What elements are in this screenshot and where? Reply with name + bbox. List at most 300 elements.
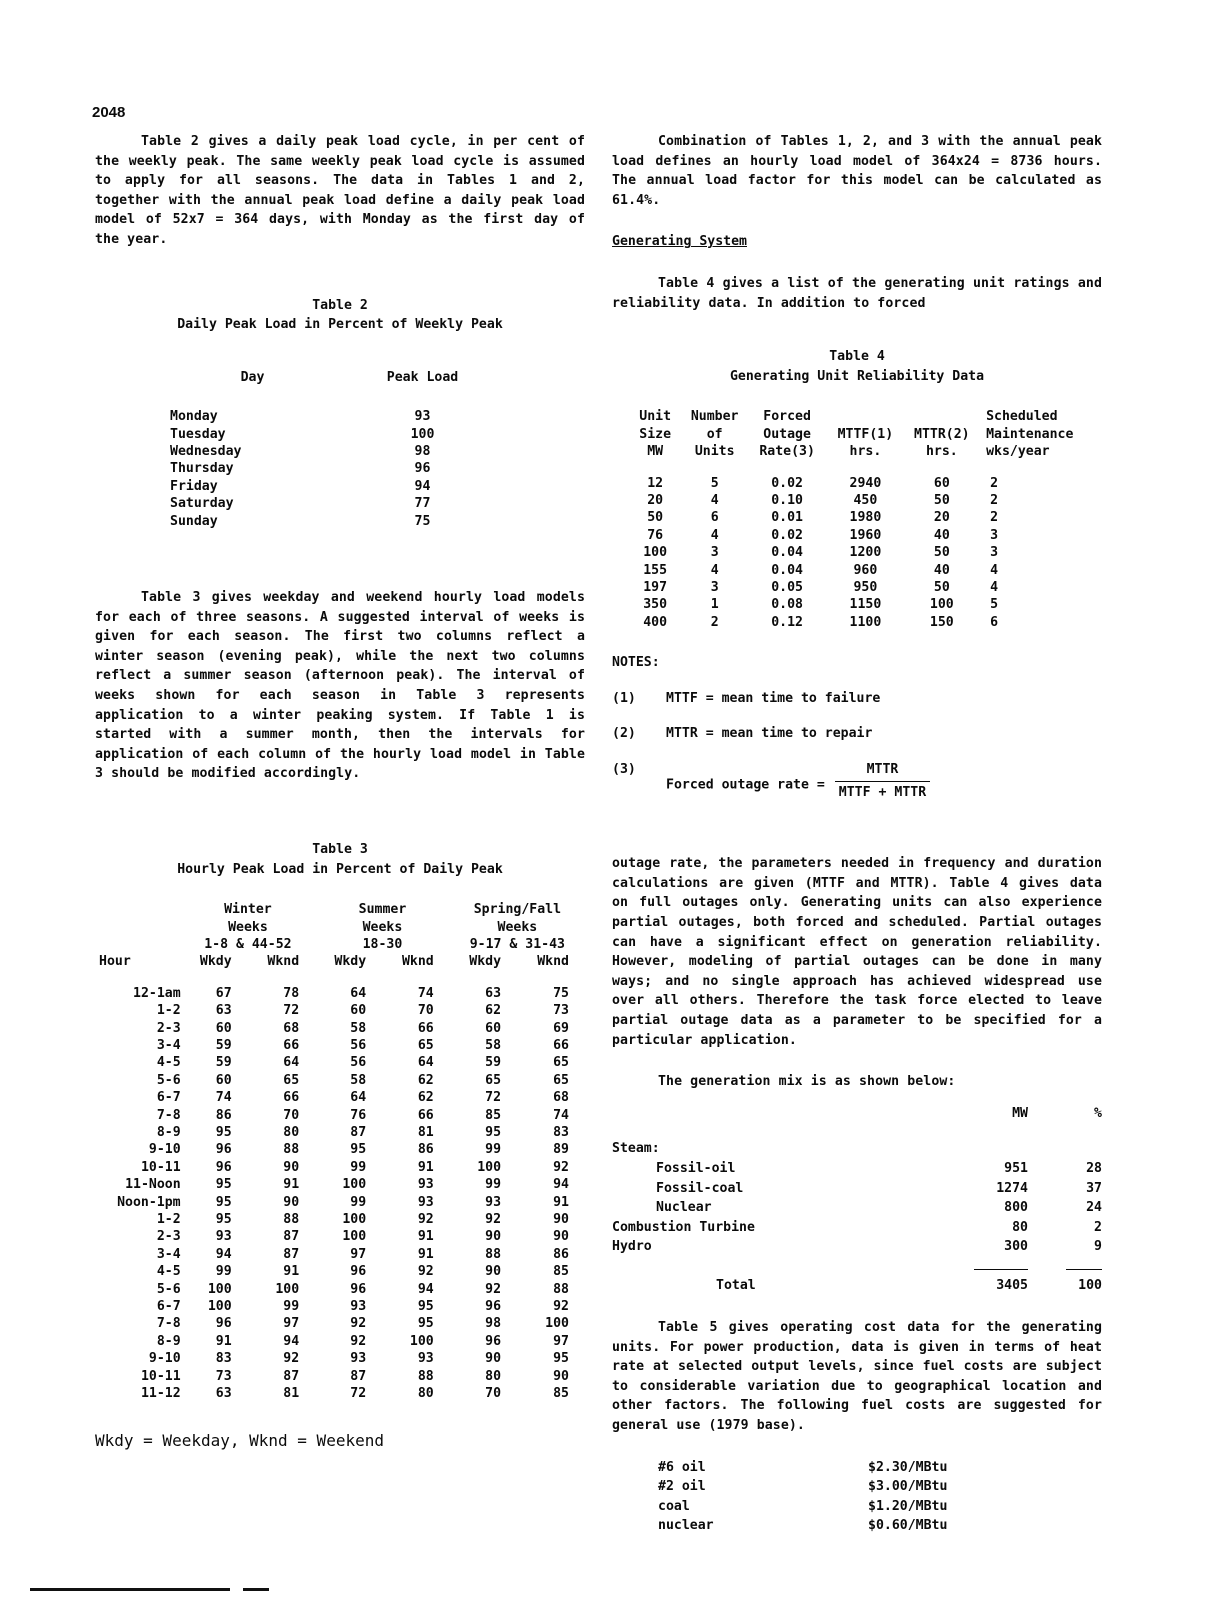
table2-cell-day: Monday bbox=[170, 409, 218, 425]
table3-cell: 92 bbox=[417, 1212, 434, 1228]
table-row bbox=[99, 1368, 585, 1385]
table3-cell: 65 bbox=[485, 1072, 502, 1088]
table3-cell: 69 bbox=[553, 1020, 569, 1036]
fraction-numerator: MTTR bbox=[835, 760, 930, 782]
table3-cell-hour: 5-6 bbox=[156, 1072, 181, 1088]
table4-h-hrs1: hrs. bbox=[849, 444, 882, 460]
table-row bbox=[628, 544, 1102, 561]
table3-cell: 60 bbox=[215, 1020, 232, 1036]
table3-cell-hour: 6-7 bbox=[156, 1299, 181, 1315]
table3-cell: 70 bbox=[485, 1386, 502, 1402]
table3-cell: 95 bbox=[417, 1316, 434, 1332]
table4-cell-for: 0.02 bbox=[771, 475, 803, 491]
table3-cell: 91 bbox=[283, 1264, 300, 1280]
table3-cell: 81 bbox=[283, 1386, 300, 1402]
table2-cell-load: 93 bbox=[414, 409, 431, 425]
table-row bbox=[658, 1516, 947, 1536]
table3-cell: 96 bbox=[215, 1316, 232, 1332]
table-row bbox=[658, 1477, 947, 1497]
table4-h-mw: MW bbox=[647, 444, 664, 460]
table3-cell: 66 bbox=[417, 1020, 434, 1036]
table-row bbox=[170, 495, 510, 512]
table-row bbox=[658, 1497, 947, 1517]
mix-h-blank bbox=[612, 1104, 940, 1124]
generation-mix-header-row bbox=[612, 1104, 1102, 1124]
table3-cell: 94 bbox=[215, 1246, 232, 1262]
table3-cell: 100 bbox=[545, 1316, 569, 1332]
fuel-cost-value: $3.00/MBtu bbox=[868, 1479, 948, 1495]
table3-cell: 66 bbox=[553, 1037, 569, 1053]
table-row bbox=[170, 426, 510, 443]
table-row bbox=[628, 527, 1102, 544]
mix-cell-pct: 2 bbox=[1094, 1219, 1102, 1235]
table3-cell: 56 bbox=[350, 1037, 367, 1053]
table-row bbox=[170, 513, 510, 530]
table3-cell: 60 bbox=[485, 1020, 502, 1036]
table-row bbox=[170, 460, 510, 477]
table3-cell: 74 bbox=[417, 985, 434, 1001]
table3-cell: 91 bbox=[417, 1246, 434, 1262]
note-3-lead: Forced outage rate = bbox=[666, 777, 825, 793]
table4-h-forced: Forced bbox=[763, 409, 811, 425]
table3-cell: 99 bbox=[215, 1264, 232, 1280]
table4-h-maintenance: Maintenance bbox=[986, 426, 1074, 442]
table2-cell-day: Tuesday bbox=[170, 426, 226, 442]
note-1-text: MTTF = mean time to failure bbox=[666, 690, 881, 706]
table-row bbox=[628, 579, 1102, 596]
table2-cell-day: Sunday bbox=[170, 513, 218, 529]
note-item-2 bbox=[612, 724, 1102, 744]
table4-cell-sched: 4 bbox=[990, 580, 999, 595]
table-row bbox=[99, 1211, 585, 1228]
table4-cell-mttr: 20 bbox=[933, 510, 950, 526]
table4-cell-sched: 4 bbox=[990, 562, 999, 578]
note-1-label: (1) bbox=[612, 690, 636, 706]
table3-cell-hour: 12-1am bbox=[133, 985, 181, 1001]
table3-cell-hour: 11-Noon bbox=[125, 1177, 181, 1193]
table3-cell: 87 bbox=[283, 1229, 300, 1245]
mix-cell-mw: 951 bbox=[1004, 1160, 1028, 1176]
table-row bbox=[99, 1037, 585, 1054]
table3-season-winter: Winter bbox=[224, 902, 272, 918]
mix-cell-mw: 800 bbox=[1004, 1200, 1028, 1216]
table3-cell: 99 bbox=[283, 1299, 300, 1315]
table3-cell: 85 bbox=[553, 1386, 569, 1402]
table3-cell: 100 bbox=[477, 1159, 502, 1175]
table4-cell-units: 4 bbox=[710, 562, 719, 578]
table3-cell: 87 bbox=[350, 1125, 367, 1140]
table-row bbox=[658, 1458, 947, 1478]
table-row bbox=[99, 985, 585, 1002]
table3-cell: 65 bbox=[553, 1072, 569, 1088]
fuel-cost-name: #6 oil bbox=[658, 1459, 706, 1475]
table3-cell: 83 bbox=[553, 1125, 569, 1140]
table-row bbox=[99, 1194, 585, 1211]
table-row bbox=[612, 1237, 1102, 1257]
table4-header-row3 bbox=[628, 443, 1102, 460]
table-generating-unit-reliability bbox=[628, 408, 1102, 631]
table3-subheader-row bbox=[99, 953, 585, 970]
mix-cell-label: Combustion Turbine bbox=[612, 1219, 755, 1235]
paragraph-partial-outages: outage rate, the parameters needed in frequency and duration calculations are given (MTTF and MTTR). Table 4 gives data on full outages only. Generating units can also experience partial outages, both forced and scheduled. Partial outages can have a significant effect on generation reliability. However, modeling of partial outages can be done in many ways; and no single approach has achieved widespread use over all others. Therefore the task force elected to leave partial outage data as a parameter to be specified for a particular application. bbox=[612, 856, 1102, 1048]
table3-cell: 86 bbox=[553, 1246, 569, 1262]
table3-cell: 63 bbox=[485, 985, 502, 1001]
generation-mix-total-row bbox=[612, 1276, 1102, 1296]
mix-cell-label: Hydro bbox=[612, 1239, 652, 1255]
table-hourly-peak-load bbox=[99, 901, 585, 1402]
table-row bbox=[612, 1179, 1102, 1199]
table3-cell: 92 bbox=[350, 1316, 367, 1332]
table-row bbox=[99, 1089, 585, 1106]
table3-cell: 59 bbox=[485, 1055, 502, 1071]
table4-body bbox=[628, 475, 1102, 632]
table3-cell: 80 bbox=[417, 1386, 434, 1402]
table4-cell-mttf: 950 bbox=[853, 580, 878, 595]
mix-total-mw: 3405 bbox=[996, 1278, 1028, 1294]
table4-cell-mttf: 1960 bbox=[849, 527, 882, 543]
table3-cell: 90 bbox=[553, 1212, 569, 1228]
table3-cell: 64 bbox=[283, 1055, 300, 1071]
table3-cell: 87 bbox=[283, 1368, 300, 1384]
table4-cell-mttr: 50 bbox=[933, 492, 950, 508]
page-number: 2048 bbox=[92, 104, 126, 121]
table4-cell-sched: 6 bbox=[990, 614, 999, 630]
fuel-cost-name: coal bbox=[658, 1498, 690, 1514]
table3-cell: 74 bbox=[553, 1107, 569, 1123]
table2-cell-day: Friday bbox=[170, 478, 218, 494]
table3-cell: 93 bbox=[485, 1194, 502, 1210]
paragraph-table2-intro: Table 2 gives a daily peak load cycle, in per cent of the weekly peak. The same weekly peak load cycle is assumed to apply for all seasons. The data in Tables 1 and 2, together with the annual peak load define a daily peak load model of 52x7 = 364 days, with Monday as the first day of the year. bbox=[95, 134, 585, 247]
table3-cell: 90 bbox=[283, 1194, 300, 1210]
table2-col-day: Day bbox=[240, 369, 265, 385]
table3-cell: 64 bbox=[350, 1090, 367, 1106]
table-row bbox=[99, 1333, 585, 1350]
note-2-label: (2) bbox=[612, 726, 636, 742]
mix-cell-label: Steam: bbox=[612, 1141, 660, 1157]
mix-cell-mw: 300 bbox=[1004, 1239, 1028, 1255]
table3-title-line2: Hourly Peak Load in Percent of Daily Peak bbox=[177, 861, 503, 877]
table3-cell: 68 bbox=[553, 1090, 569, 1106]
paragraph-table4-intro: Table 4 gives a list of the generating unit ratings and reliability data. In addition to forced bbox=[612, 275, 1102, 311]
table3-cell: 97 bbox=[283, 1316, 300, 1332]
table3-cell: 62 bbox=[417, 1072, 434, 1088]
table4-h-blank1 bbox=[827, 408, 903, 425]
table3-cell-hour: 10-11 bbox=[140, 1368, 181, 1384]
table3-cell: 76 bbox=[350, 1107, 367, 1123]
table3-cell-hour: 7-8 bbox=[156, 1316, 181, 1332]
table-row bbox=[612, 1159, 1102, 1179]
table4-title-line1: Table 4 bbox=[829, 349, 885, 365]
table3-cell: 92 bbox=[553, 1299, 569, 1315]
table-daily-peak-load bbox=[170, 369, 510, 530]
table4-cell-mttr: 150 bbox=[929, 614, 954, 630]
table4-cell-units: 2 bbox=[710, 614, 719, 630]
table-row bbox=[628, 562, 1102, 579]
table3-cell: 64 bbox=[350, 985, 367, 1001]
mix-total-label: Total bbox=[716, 1278, 756, 1294]
scan-artifact-rule-left bbox=[30, 1588, 230, 1591]
table3-cell: 94 bbox=[417, 1281, 434, 1297]
table-row bbox=[628, 596, 1102, 613]
table4-header-row2 bbox=[628, 426, 1102, 443]
table4-cell-mttf: 1150 bbox=[849, 597, 882, 613]
table3-cell: 85 bbox=[553, 1264, 569, 1280]
table4-cell-sched: 2 bbox=[990, 492, 999, 508]
table4-cell-mttf: 450 bbox=[853, 492, 878, 508]
table4-title-line2: Generating Unit Reliability Data bbox=[729, 368, 985, 384]
table3-cell: 92 bbox=[283, 1351, 300, 1367]
table-row bbox=[99, 1159, 585, 1176]
note-item-3 bbox=[612, 760, 1102, 802]
table3-cell-hour: 10-11 bbox=[140, 1159, 181, 1175]
table3-cell: 92 bbox=[553, 1159, 569, 1175]
table3-weeks-winter: 1-8 & 44-52 bbox=[204, 936, 292, 952]
fuel-cost-name: #2 oil bbox=[658, 1479, 706, 1495]
table3-cell: 97 bbox=[553, 1333, 569, 1349]
table3-cell: 59 bbox=[215, 1055, 232, 1071]
table3-cell-hour: 5-6 bbox=[156, 1281, 181, 1297]
table3-cell: 99 bbox=[350, 1159, 367, 1175]
table3-cell: 96 bbox=[350, 1264, 367, 1280]
table-row bbox=[612, 1218, 1102, 1238]
table3-cell-hour: 2-3 bbox=[156, 1229, 181, 1245]
table4-cell-mttf: 1200 bbox=[849, 545, 882, 561]
table3-cell: 90 bbox=[485, 1229, 502, 1245]
table2-cell-load: 75 bbox=[414, 513, 431, 529]
table3-cell: 80 bbox=[485, 1368, 502, 1384]
table4-h-unit: Unit bbox=[639, 409, 672, 425]
table-row bbox=[628, 509, 1102, 526]
table3-cell-hour: Noon-1pm bbox=[117, 1194, 181, 1210]
table3-cell: 59 bbox=[215, 1037, 232, 1053]
table3-cell: 95 bbox=[350, 1142, 367, 1158]
table3-cell: 94 bbox=[553, 1177, 569, 1193]
note-2-text: MTTR = mean time to repair bbox=[666, 726, 873, 742]
table3-cell: 90 bbox=[283, 1159, 300, 1175]
table4-cell-mttr: 50 bbox=[933, 580, 950, 595]
table4-h-outage: Outage bbox=[763, 426, 811, 442]
table3-cell: 90 bbox=[485, 1351, 502, 1367]
table4-h-size: Size bbox=[639, 426, 672, 442]
table4-cell-mttf: 1100 bbox=[849, 614, 882, 630]
fuel-cost-value: $2.30/MBtu bbox=[868, 1459, 948, 1475]
table3-cell: 99 bbox=[350, 1194, 367, 1210]
table3-cell: 90 bbox=[553, 1368, 569, 1384]
table4-cell-mttr: 40 bbox=[933, 527, 950, 543]
table3-footnote: Wkdy = Weekday, Wknd = Weekend bbox=[95, 1430, 384, 1450]
paragraph-hourly-model: Combination of Tables 1, 2, and 3 with the annual peak load defines an hourly load model of 364x24 = 8736 hours. The annual load factor for this model can be calculated as 61.4%. bbox=[612, 134, 1102, 208]
table3-cell-hour: 11-12 bbox=[140, 1386, 181, 1402]
table2-cell-load: 94 bbox=[414, 478, 431, 494]
table2-title-line2: Daily Peak Load in Percent of Weekly Peak bbox=[177, 317, 503, 333]
table4-cell-size: 155 bbox=[643, 562, 668, 578]
fuel-cost-value: $1.20/MBtu bbox=[868, 1498, 948, 1514]
table2-header-row bbox=[170, 369, 510, 408]
table3-cell: 95 bbox=[215, 1212, 232, 1228]
table-row bbox=[99, 1002, 585, 1019]
table3-col-hour: Hour bbox=[99, 954, 131, 970]
table3-cell: 66 bbox=[283, 1090, 300, 1106]
table4-cell-for: 0.02 bbox=[771, 527, 803, 543]
table4-h-mttf: MTTF(1) bbox=[837, 426, 894, 442]
mix-cell-label: Fossil-coal bbox=[656, 1180, 744, 1196]
table3-cell: 95 bbox=[553, 1351, 569, 1367]
paragraph-table3-intro: Table 3 gives weekday and weekend hourly load models for each of three seasons. A suggested interval of weeks is given for each season. The first two columns reflect a winter season (evening peak), while the next two columns reflect a summer season (afternoon peak). The interval of weeks shown for each season in Table 3 represents application to a winter peaking system. If Table 1 is started with a summer month, then the intervals for application of each column of the hourly load model in Table 3 should be modified accordingly. bbox=[95, 590, 585, 782]
table2-cell-day: Wednesday bbox=[170, 443, 242, 459]
table2-cell-load: 98 bbox=[414, 443, 431, 459]
table2-cell-day: Saturday bbox=[170, 496, 234, 512]
table4-h-blank2 bbox=[904, 408, 980, 425]
table3-cell: 100 bbox=[342, 1177, 367, 1193]
table4-cell-for: 0.05 bbox=[771, 580, 803, 595]
table3-cell: 58 bbox=[485, 1037, 502, 1053]
mix-rule-pct bbox=[1028, 1257, 1102, 1277]
table2-title-line1: Table 2 bbox=[312, 297, 368, 313]
table3-cell: 92 bbox=[350, 1333, 367, 1349]
table4-cell-size: 12 bbox=[647, 475, 664, 491]
fuel-cost-value: $0.60/MBtu bbox=[868, 1518, 948, 1534]
mix-cell-mw: 1274 bbox=[996, 1180, 1028, 1196]
paragraph-generation-mix-intro: The generation mix is as shown below: bbox=[658, 1074, 956, 1090]
table3-col-wknd-summer: Wknd bbox=[401, 954, 434, 970]
note-item-1 bbox=[612, 689, 1102, 709]
mix-cell-label: Nuclear bbox=[656, 1200, 712, 1216]
table3-cell: 95 bbox=[485, 1125, 502, 1140]
table-row bbox=[99, 1141, 585, 1158]
table3-cell-hour: 8-9 bbox=[156, 1333, 181, 1349]
table3-weeks-summer: 18-30 bbox=[362, 936, 403, 952]
table3-cell: 88 bbox=[485, 1246, 502, 1262]
table3-cell: 72 bbox=[350, 1386, 367, 1402]
note-3-label: (3) bbox=[612, 762, 636, 777]
table3-col-wknd-springfall: Wknd bbox=[537, 954, 569, 970]
table4-cell-size: 400 bbox=[643, 614, 668, 630]
table3-cell: 92 bbox=[485, 1281, 502, 1297]
table4-cell-for: 0.04 bbox=[771, 562, 803, 578]
table4-cell-for: 0.01 bbox=[771, 510, 803, 526]
table4-cell-units: 3 bbox=[710, 545, 719, 561]
table3-cell: 67 bbox=[215, 985, 232, 1001]
mix-rule-mw bbox=[940, 1257, 1028, 1277]
table4-h-units: Units bbox=[694, 444, 735, 460]
table-row bbox=[99, 1246, 585, 1263]
table-row bbox=[99, 1263, 585, 1280]
table3-cell: 96 bbox=[485, 1299, 502, 1315]
table3-cell: 81 bbox=[417, 1125, 434, 1140]
table4-cell-size: 100 bbox=[643, 545, 668, 561]
table3-cell: 88 bbox=[283, 1212, 300, 1228]
mix-total-pct: 100 bbox=[1078, 1278, 1102, 1294]
table4-cell-sched: 2 bbox=[990, 475, 999, 491]
table3-cell: 56 bbox=[350, 1055, 367, 1071]
table-row bbox=[99, 1176, 585, 1193]
table3-cell: 62 bbox=[417, 1090, 434, 1106]
table3-cell: 92 bbox=[417, 1264, 434, 1280]
table3-weeksrange-row bbox=[99, 936, 585, 953]
table3-cell: 66 bbox=[283, 1037, 300, 1053]
generation-mix-total-rule bbox=[612, 1257, 1102, 1277]
table4-cell-sched: 3 bbox=[990, 527, 999, 543]
table3-cell: 95 bbox=[215, 1194, 232, 1210]
table4-cell-sched: 2 bbox=[990, 510, 999, 526]
table3-season-springfall: Spring/Fall bbox=[473, 902, 562, 918]
table3-cell: 70 bbox=[417, 1003, 434, 1019]
table3-cell: 65 bbox=[553, 1055, 569, 1071]
mix-h-mw: MW bbox=[1012, 1105, 1028, 1121]
mix-cell-pct: 37 bbox=[1086, 1180, 1102, 1196]
table3-cell: 63 bbox=[215, 1003, 232, 1019]
scan-artifact-rule-right bbox=[243, 1588, 269, 1591]
table3-cell: 87 bbox=[350, 1368, 367, 1384]
table4-header-row1 bbox=[628, 408, 1102, 425]
table3-cell: 96 bbox=[215, 1142, 232, 1158]
table4-cell-units: 4 bbox=[710, 527, 719, 543]
table-generation-mix bbox=[612, 1104, 1102, 1296]
table3-cell: 64 bbox=[417, 1055, 434, 1071]
table4-cell-size: 50 bbox=[647, 510, 664, 526]
table3-cell: 89 bbox=[553, 1142, 569, 1158]
table-row bbox=[99, 1054, 585, 1071]
table3-cell: 88 bbox=[417, 1368, 434, 1384]
table3-title-line1: Table 3 bbox=[312, 841, 368, 857]
table-row bbox=[99, 1298, 585, 1315]
table3-col-wkdy-summer: Wkdy bbox=[334, 954, 367, 970]
table3-cell: 83 bbox=[215, 1351, 232, 1367]
table4-cell-units: 5 bbox=[710, 475, 719, 491]
table3-weeks-label-springfall: Weeks bbox=[497, 919, 538, 935]
table3-cell: 95 bbox=[215, 1177, 232, 1193]
table3-cell: 80 bbox=[283, 1125, 300, 1140]
table4-h-number: Number bbox=[690, 409, 739, 425]
table3-cell: 65 bbox=[417, 1037, 434, 1053]
table3-cell-hour: 2-3 bbox=[156, 1020, 181, 1036]
table4-cell-units: 3 bbox=[710, 580, 719, 595]
table3-cell: 91 bbox=[553, 1194, 569, 1210]
table4-cell-mttf: 1980 bbox=[849, 510, 882, 526]
table4-h-scheduled: Scheduled bbox=[986, 409, 1058, 425]
table4-cell-for: 0.04 bbox=[771, 545, 803, 561]
table3-cell: 93 bbox=[417, 1351, 434, 1367]
table3-cell: 92 bbox=[485, 1212, 502, 1228]
table-row bbox=[99, 1072, 585, 1089]
table3-cell: 91 bbox=[215, 1333, 232, 1349]
table4-cell-units: 4 bbox=[710, 492, 719, 508]
table3-col-wknd-winter: Wknd bbox=[267, 954, 300, 970]
table-row bbox=[612, 1198, 1102, 1218]
table3-cell-hour: 9-10 bbox=[148, 1142, 181, 1158]
table3-cell-hour: 4-5 bbox=[156, 1264, 181, 1280]
mix-cell-mw: 80 bbox=[1012, 1219, 1028, 1235]
table3-cell: 96 bbox=[215, 1159, 232, 1175]
paragraph-table5-intro: Table 5 gives operating cost data for the generating units. For power production, data is given in terms of heat rate at selected output levels, since fuel costs are subject to considerable variation due to geographical location and other factors. The following fuel costs are suggested for general use (1979 base). bbox=[612, 1320, 1102, 1434]
table-row bbox=[628, 614, 1102, 631]
table3-cell: 93 bbox=[417, 1177, 434, 1193]
table3-cell-hour: 6-7 bbox=[156, 1090, 181, 1106]
table3-season-summer: Summer bbox=[358, 902, 407, 918]
table4-cell-for: 0.08 bbox=[771, 597, 803, 613]
table3-cell: 86 bbox=[215, 1107, 232, 1123]
table-row bbox=[99, 1350, 585, 1367]
table3-cell-hour: 4-5 bbox=[156, 1055, 181, 1071]
table3-cell-hour: 1-2 bbox=[156, 1212, 181, 1228]
table3-col-wkdy-springfall: Wkdy bbox=[469, 954, 502, 970]
table3-cell: 60 bbox=[350, 1003, 367, 1019]
table3-cell: 100 bbox=[207, 1281, 232, 1297]
table3-cell-hour: 3-4 bbox=[156, 1246, 181, 1262]
table3-cell: 99 bbox=[485, 1177, 502, 1193]
table2-cell-day: Thursday bbox=[170, 461, 234, 477]
table-row bbox=[99, 1020, 585, 1037]
